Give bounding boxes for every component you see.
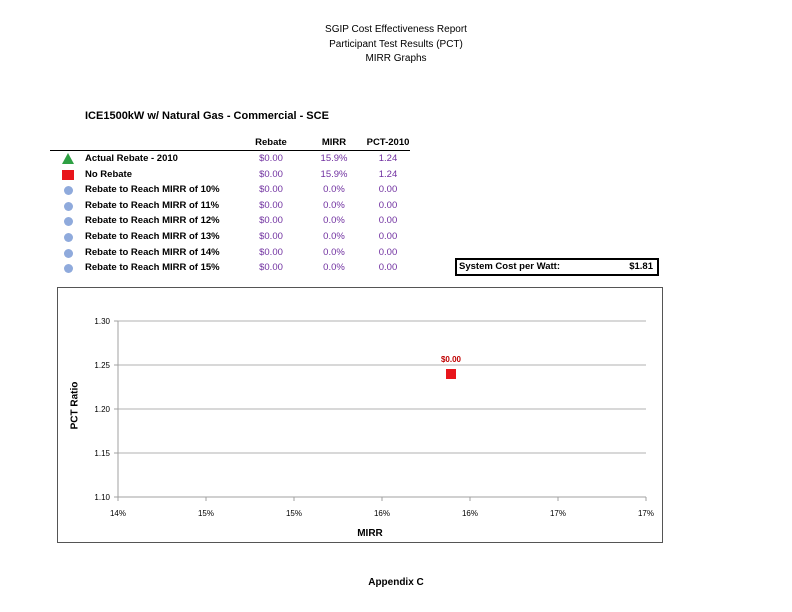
data-point-label: $0.00 xyxy=(440,355,462,364)
mirr-value: 0.0% xyxy=(323,262,345,274)
col-mirr: MIRR xyxy=(321,137,347,148)
svg-text:1.30: 1.30 xyxy=(94,317,110,326)
rebate-value: $0.00 xyxy=(259,246,283,258)
rebate-value: $0.00 xyxy=(259,199,283,211)
pct-value: 0.00 xyxy=(378,215,398,227)
y-tick-labels xyxy=(94,317,110,502)
rebate-value: $0.00 xyxy=(259,230,283,242)
row-label: Rebate to Reach MIRR of 15% xyxy=(85,262,220,274)
col-pct: PCT-2010 xyxy=(366,137,410,148)
report-subtitle: Participant Test Results (PCT) xyxy=(329,38,463,50)
x-axis-label: MIRR xyxy=(357,528,383,539)
pct-value: 0.00 xyxy=(378,199,398,211)
rebate-value: $0.00 xyxy=(259,262,283,274)
svg-text:16%: 16% xyxy=(461,509,479,518)
svg-text:1.10: 1.10 xyxy=(94,493,110,502)
system-cost-label: System Cost per Watt: xyxy=(459,261,560,272)
pct-value: 0.00 xyxy=(378,262,398,274)
svg-text:1.25: 1.25 xyxy=(94,361,110,370)
svg-text:17%: 17% xyxy=(549,509,567,518)
rebate-value: $0.00 xyxy=(259,168,283,180)
mirr-value: 0.0% xyxy=(323,215,345,227)
row-label: Rebate to Reach MIRR of 10% xyxy=(85,184,220,196)
svg-text:17%: 17% xyxy=(637,509,655,518)
data-point-no-rebate xyxy=(446,369,456,379)
pct-value: 0.00 xyxy=(378,246,398,258)
mirr-value: 15.9% xyxy=(320,153,348,164)
pct-value: 1.24 xyxy=(378,168,398,180)
mirr-value: 0.0% xyxy=(323,199,345,211)
col-rebate: Rebate xyxy=(255,137,287,148)
pct-value: 0.00 xyxy=(378,184,398,196)
axes xyxy=(114,321,646,501)
svg-text:1.15: 1.15 xyxy=(94,449,110,458)
row-label: Rebate to Reach MIRR of 12% xyxy=(85,215,220,227)
x-tick-labels xyxy=(110,509,654,518)
mirr-value: 15.9% xyxy=(320,168,348,180)
row-label: No Rebate xyxy=(85,168,132,180)
row-label: Actual Rebate - 2010 xyxy=(85,153,178,164)
y-axis-label: PCT Ratio xyxy=(69,381,81,430)
svg-text:16%: 16% xyxy=(373,509,391,518)
mirr-value: 0.0% xyxy=(323,246,345,258)
svg-text:1.20: 1.20 xyxy=(94,405,110,414)
scenario-title: ICE1500kW w/ Natural Gas - Commercial - SCE xyxy=(85,110,329,122)
rebate-value: $0.00 xyxy=(259,215,283,227)
svg-text:15%: 15% xyxy=(197,509,215,518)
row-label: Rebate to Reach MIRR of 13% xyxy=(85,230,220,242)
rebate-value: $0.00 xyxy=(259,153,283,164)
svg-text:14%: 14% xyxy=(109,509,127,518)
svg-text:15%: 15% xyxy=(285,509,303,518)
mirr-value: 0.0% xyxy=(323,230,345,242)
pct-value: 1.24 xyxy=(378,153,398,164)
page-footer: Appendix C xyxy=(368,577,424,588)
gridlines xyxy=(118,321,646,453)
rebate-value: $0.00 xyxy=(259,184,283,196)
mirr-value: 0.0% xyxy=(323,184,345,196)
row-label: Rebate to Reach MIRR of 11% xyxy=(85,199,220,211)
row-label: Rebate to Reach MIRR of 14% xyxy=(85,246,220,258)
report-section: MIRR Graphs xyxy=(365,53,427,64)
system-cost-value: $1.81 xyxy=(629,261,653,272)
report-title: SGIP Cost Effectiveness Report xyxy=(325,24,467,35)
pct-value: 0.00 xyxy=(378,230,398,242)
